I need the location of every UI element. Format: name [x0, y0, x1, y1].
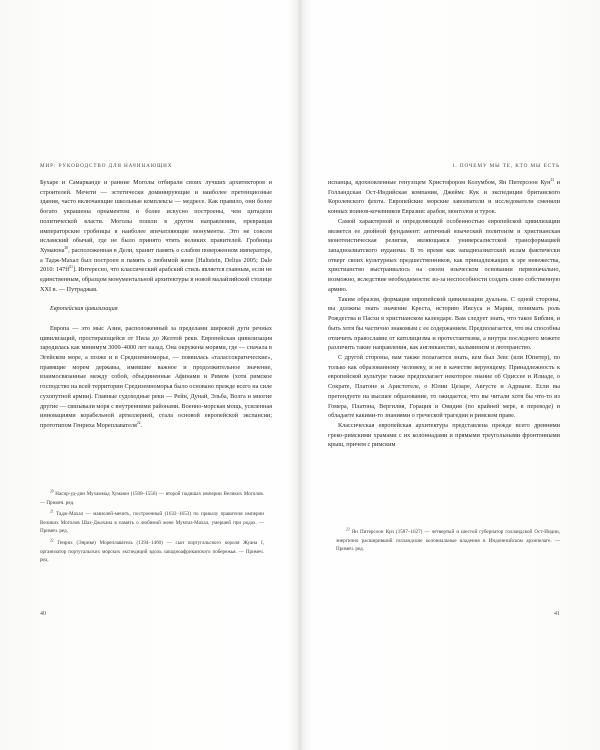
- paragraph: Классическая европейская архитектура представлена прежде всего древними греко-римскими храмами с их колоннадами и прямыми треугольными фронтонными крыш, причем с римским: [328, 421, 560, 449]
- paragraph-text: испанцы, вдохновленные генуэзцем Христофором Колумбом, Ян Питерсоон Кун: [328, 179, 551, 186]
- footnotes: [40, 490, 264, 568]
- page-number: 40: [40, 611, 46, 617]
- footnotes: [336, 528, 560, 557]
- footnote-ref: 22: [136, 420, 141, 425]
- footnote: [40, 510, 264, 536]
- paragraph-text: Бухаре и Самарканде и ранние Моголы отбирали своих лучших архитекторов и строителей. Мечети — эстетически доминирующие и наиболее претенциозные здания, часто включающие школьные комплексы — медресе. Как правило, они более богато украшены орнаментом и более искусно построены, чем цитадели политической власти. Моголы пошли в другом направлении, превращая императорские гробницы в наиболее впечатляющие монументы. Это не совсем исламский обычай, где не было принято чтить великих правителей. Гробница Хумаюна: [40, 179, 272, 255]
- footnote-ref: 20: [64, 245, 69, 250]
- paragraph: Таким образом, формация европейской цивилизации дуальна. С одной стороны, вы должны знать значение Креста, историю Иисуса и Марии, понимать роль Рождества и Пасхи в христианском календаре. Вам следует знать, что такое Библия, и быть хотя бы частично знакомым с ее содержанием. Предполагается, что вы способны отличить православие от католицизма и протестантизма, а внутри последнего можете различить такие направления, как англиканство, кальвинизм и лютеранство.: [328, 295, 560, 352]
- footnote-text: Насир-уд-дин Мухаммад Хумаюн (1508–1556) — второй падишах империи Великих Моголов. — Примеч. ред.: [40, 491, 264, 506]
- running-header: МИР: РУКОВОДСТВО ДЛЯ НАЧИНАЮЩИХ: [40, 163, 173, 169]
- footnote: [40, 490, 264, 507]
- body-text: [328, 178, 560, 450]
- footnote-text: Генрих (Энрике) Мореплаватель (1394–1460) — сын португальского короля Жуана I, организатор португальских морских экспедиций вдоль западноафриканского побережья. — Примеч. ред.: [40, 539, 264, 564]
- paragraph: [40, 324, 272, 431]
- footnote-ref: 23: [550, 177, 555, 182]
- paragraph-text: ]. Интересно, что классический арабский стиль является главным, если не единственным, образцом монументальной архитектуры в новой малайзийской столице XXI в. — Путраджая.: [40, 266, 272, 293]
- footnote-number: 21: [50, 509, 54, 514]
- paragraph-text: , расположенная в Дели, хранит память о слабом поверженном императоре, а Тадж-Махал был построен в память о любимой жене [Haltstein, Delius 2005; Dale 2010: 147ff: [40, 247, 272, 274]
- footnote-ref: 21: [69, 265, 73, 270]
- paragraph-text: и Голландская Ост-Индийская компания, Джеймс Кук и экспедиции британского Королевского флота. Европейские морские завоеватели и исследователи сменили конных воинов-кочевников Евразии: арабов, монголов и турок.: [328, 179, 560, 216]
- footnote-number: 23: [346, 527, 350, 532]
- paragraph: Самой характерной и определяющей особенностью европейской цивилизации является ее двойной фундамент: античный языческий политеизм и христианская монотеистическая религия, являющаяся универсалистской трансформацией западноазиатского иудаизма. В то время как западноазиатский ислам фактически отверг своих культурных предшественников, как принадлежащих к эре невежества, христианство выстраивалось на своем языческом основании первоначально, возможно, вследствие необходимости: из-за неспособности создать свою собственную армию.: [328, 217, 560, 293]
- footnote-number: 22: [50, 538, 54, 543]
- section-subheading: Европейская цивилизация: [50, 305, 118, 313]
- right-page: [300, 0, 600, 750]
- footnote: [40, 539, 264, 565]
- footnote-number: 20: [50, 489, 54, 494]
- page-number: 41: [554, 611, 560, 617]
- footnote: [336, 528, 560, 554]
- body-text: [40, 178, 272, 431]
- paragraph: [40, 178, 272, 295]
- footnote-text: Ян Питерсоон Кун (1587–1627) — четвертый и шестой губернатор голландской Ост-Индии, энергично расширивший голландские колониальные владения в Индонезийском архипелаге. — Примеч. ред.: [336, 529, 560, 553]
- footnote-text: Тадж-Махал — мавзолей-мечеть, построенный (1632–1653) по приказу правителя империи Великих Моголов Шах-Джахана в память о любимой жене Мумтаз-Махал, умершей при родах. — Примеч. ред.: [40, 511, 264, 535]
- paragraph: [328, 178, 560, 217]
- paragraph-text: Европа — это мыс Азии, расположенный за пределами широкой дуги речных цивилизаций, простирающейся от Нила до Желтой реки. Европейская цивилизация зародилась как минимум 3000–4000 лет назад. Она окружена морями, где — сначала в Эгейском море, а позже и в Средиземноморье, — появилась «талассократические», правящие морем державы, имевшие важное и продолжительное значение, взаимосвязанные между собой, объединенные Афинами и Римом (хотя римское господство на всей территории Средиземноморья было основано прежде всего на силе сухопутной армии). Главные судоходные реки — Рейн, Дунай, Эльба, Волга и многие другие — связывали моря с внутренними районами. Военно-морская мощь, усиленная инновациями корабельной артиллерией, стала основой европейской экспансии; прототипом Генриха Мореплавателя: [40, 324, 272, 429]
- paragraph-text: .: [140, 421, 143, 429]
- running-header: 1. ПОЧЕМУ МЫ ТЕ, КТО МЫ ЕСТЬ: [451, 163, 560, 169]
- paragraph: С другой стороны, вам также полагается знать, кем был Зевс (или Юпитер), по только как образованному человеку, и не в качестве верующему. Принадлежность к европейской культуре также предполагает некоторое знание об Одиссее и Илиаде, о Сократе, Платоне и Аристотеле, о Юлии Цезаре, Августе и Адриане. Если вы претендуете на высшее образование, то ожидается, что вы читали хотя бы что-то из Гомера, Платона, Вергилия, Горация и Овидия (по крайней мере, в переводе) и обладаете какими-то знаниями о греческой трагедии и римском праве.: [328, 353, 560, 420]
